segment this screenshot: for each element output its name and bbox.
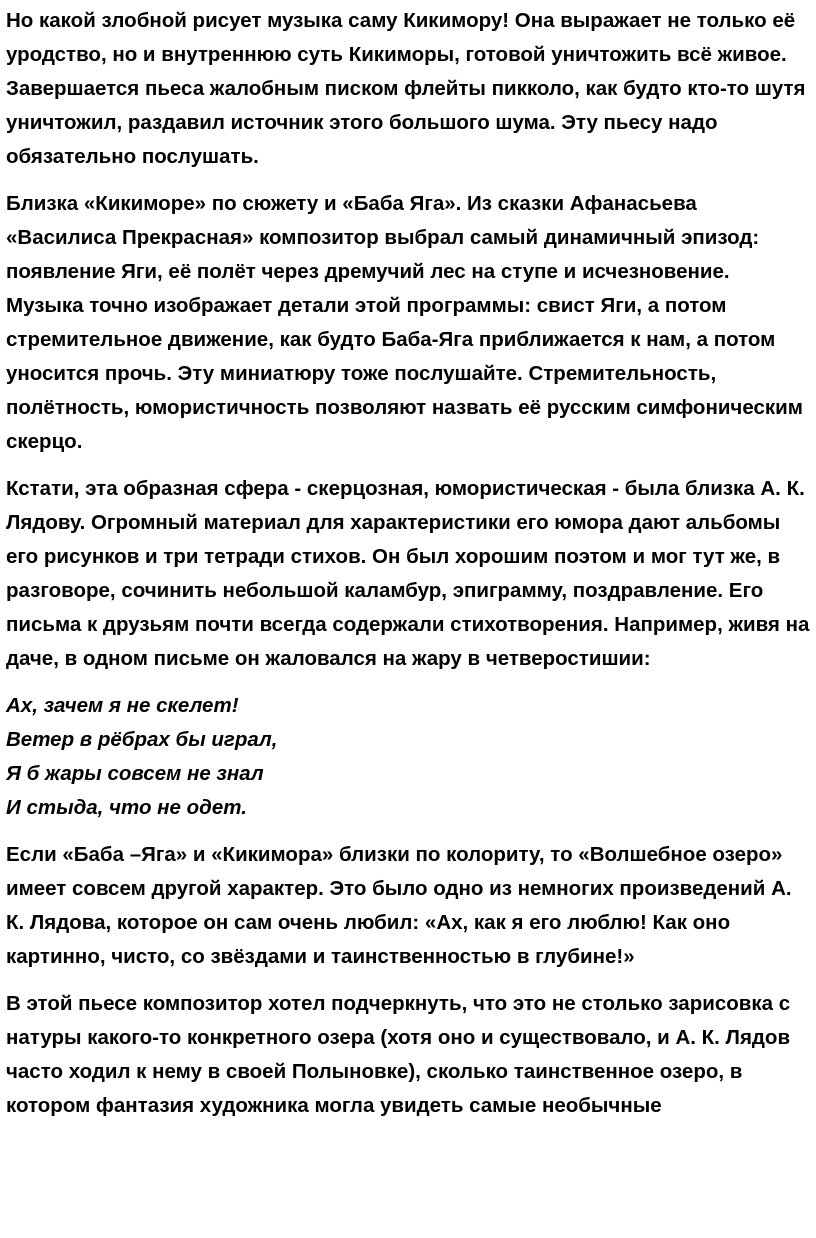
poem-line: Я б жары совсем не знал <box>6 762 264 785</box>
poem-line: Ах, зачем я не скелет! <box>6 694 239 717</box>
paragraph-magic-lake: Если «Баба –Яга» и «Кикимора» близки по колориту, то «Волшебное озеро» имеет совсем другой характер. Это было одно из немногих произведений А. К. Лядова, которое он сам очень любил: «Ах, как я его люблю! Как оно картинно, чисто, со звёздами и таинственностью в глубине!» <box>6 843 792 968</box>
paragraph-kikimora: Но какой злобной рисует музыка саму Кикимору! Она выражает не только её уродство, но и внутреннюю суть Кикиморы, готовой уничтожить всё живое. Завершается пьеса жалобным писком флейты пикколо, как будто кто-то шутя уничтожил, раздавил источник этого большого шума. Эту пьесу надо обязательно послушать. <box>6 9 806 168</box>
poem-line: Ветер в рёбрах бы играл, <box>6 728 278 751</box>
paragraph-lake-description: В этой пьесе композитор хотел подчеркнуть, что это не столько зарисовка с натуры какого-то конкретного озера (хотя оно и существовало, и А. К. Лядов часто ходил к нему в своей Полыновке), сколько таинственное озеро, в котором фантазия художника могла увидеть самые необычные <box>6 992 791 1117</box>
poem-line: И стыда, что не одет. <box>6 796 247 819</box>
paragraph-baba-yaga: Близка «Кикиморе» по сюжету и «Баба Яга». Из сказки Афанасьева «Василиса Прекрасная» композитор выбрал самый динамичный эпизод: появление Яги, её полёт через дремучий лес на ступе и исчезновение. Музыка точно изображает детали этой программы: свист Яги, а потом стремительное движение, как будто Баба-Яга приближается к нам, а потом уносится прочь. Эту миниатюру тоже послушайте. Стремительность, полётность, юмористичность позволяют назвать её русским симфоническим скерцо. <box>6 192 803 453</box>
paragraph-lyadov-humor: Кстати, эта образная сфера - скерцозная, юмористическая - была близка А. К. Лядову. Огромный материал для характеристики его юмора дают альбомы его рисунков и три тетради стихов. Он был хорошим поэтом и мог тут же, в разговоре, сочинить небольшой каламбур, эпиграмму, поздравление. Его письма к друзьям почти всегда содержали стихотворения. Например, живя на даче, в одном письме он жаловался на жару в четверостишии: <box>6 477 810 670</box>
poem-quatrain <box>6 689 810 825</box>
